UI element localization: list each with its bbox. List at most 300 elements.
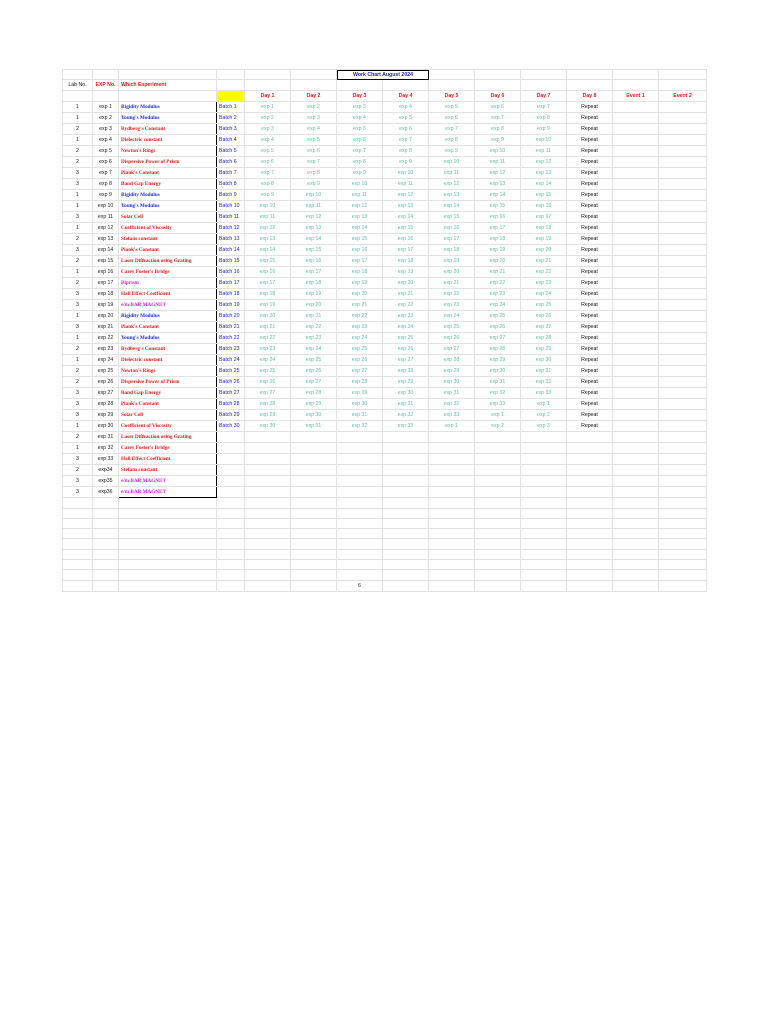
day-4-cell: exp 31 (383, 399, 429, 410)
header-day-1: Day 1 (245, 91, 291, 102)
day-6-cell: exp 9 (475, 135, 521, 146)
day-7-cell (521, 432, 567, 443)
batch-cell: Batch 18 (217, 289, 245, 300)
table-row (63, 245, 707, 256)
day-7-cell: exp 11 (521, 146, 567, 157)
exp-no-cell: exp 21 (93, 322, 119, 333)
day-7-cell: exp 8 (521, 113, 567, 124)
day-4-cell: exp 21 (383, 289, 429, 300)
day-8-cell: Repeat (567, 157, 613, 168)
empty-cell (567, 498, 613, 508)
day-4-cell: exp 26 (383, 344, 429, 355)
day-2-cell: exp 18 (291, 278, 337, 289)
empty-cell (613, 529, 659, 539)
table-row (63, 443, 707, 454)
empty-cell (567, 560, 613, 570)
day-8-cell: Repeat (567, 168, 613, 179)
day-4-cell: exp 12 (383, 190, 429, 201)
empty-cell (475, 529, 521, 539)
empty-cell (383, 539, 429, 549)
day-5-cell: exp 23 (429, 300, 475, 311)
batch-cell: Batch 16 (217, 267, 245, 278)
day-3-cell: exp 7 (337, 146, 383, 157)
experiment-name-cell: Carey Foster's Bridge (119, 267, 217, 278)
day-5-cell (429, 443, 475, 454)
day-5-cell: exp 18 (429, 245, 475, 256)
lab-no-cell: 1 (63, 190, 93, 201)
day-5-cell (429, 432, 475, 443)
empty-cell (429, 570, 475, 580)
empty-cell (119, 560, 217, 570)
event-2-cell (659, 212, 707, 223)
lab-no-cell: 3 (63, 168, 93, 179)
day-6-cell: exp 1 (475, 410, 521, 421)
day-3-cell: exp 23 (337, 322, 383, 333)
event-2-cell (659, 454, 707, 465)
day-3-cell (337, 454, 383, 465)
header-lab-no: Lab No. (63, 80, 93, 91)
day-3-cell: exp 9 (337, 168, 383, 179)
batch-cell (217, 454, 245, 465)
day-3-cell (337, 476, 383, 487)
event-1-cell (613, 333, 659, 344)
event-2-cell (659, 179, 707, 190)
lab-no-cell: 1 (63, 102, 93, 113)
batch-cell: Batch 30 (217, 421, 245, 432)
empty-cell (291, 508, 337, 518)
exp-no-cell: exp 14 (93, 245, 119, 256)
day-8-cell: Repeat (567, 278, 613, 289)
day-6-cell: exp 12 (475, 168, 521, 179)
exp-no-cell: exp 23 (93, 344, 119, 355)
lab-no-cell: 1 (63, 267, 93, 278)
day-5-cell: exp 7 (429, 124, 475, 135)
day-5-cell (429, 487, 475, 498)
day-2-cell: exp 21 (291, 311, 337, 322)
empty-cell (245, 498, 291, 508)
table-row (63, 113, 707, 124)
lab-no-cell: 1 (63, 113, 93, 124)
day-6-cell (475, 454, 521, 465)
empty-cell (245, 529, 291, 539)
empty-cell (475, 539, 521, 549)
empty-cell (521, 529, 567, 539)
table-row (63, 256, 707, 267)
exp-no-cell: exp 6 (93, 157, 119, 168)
day-8-cell (567, 443, 613, 454)
empty-cell (659, 549, 707, 559)
empty-cell (93, 560, 119, 570)
day-1-cell: exp 8 (245, 179, 291, 190)
empty-cell (119, 580, 217, 591)
empty-cell (217, 560, 245, 570)
day-6-cell: exp 15 (475, 201, 521, 212)
day-3-cell: exp 5 (337, 124, 383, 135)
day-2-cell: exp 3 (291, 113, 337, 124)
day-7-cell: exp 30 (521, 355, 567, 366)
day-8-cell: Repeat (567, 377, 613, 388)
day-2-cell (291, 443, 337, 454)
table-row (63, 267, 707, 278)
event-2-cell (659, 487, 707, 498)
batch-cell: Batch 15 (217, 256, 245, 267)
day-7-cell: exp 27 (521, 322, 567, 333)
day-1-cell: exp 10 (245, 201, 291, 212)
event-1-cell (613, 289, 659, 300)
batch-cell: Batch 5 (217, 146, 245, 157)
lab-no-cell: 2 (63, 465, 93, 476)
day-1-cell: exp 20 (245, 311, 291, 322)
exp-no-cell: exp 22 (93, 333, 119, 344)
empty-cell (521, 580, 567, 591)
experiment-name-cell: Coefficient of Viscosity (119, 421, 217, 432)
day-6-cell: exp 11 (475, 157, 521, 168)
day-3-cell: exp 29 (337, 388, 383, 399)
day-3-cell: exp 16 (337, 245, 383, 256)
day-6-cell: exp 26 (475, 322, 521, 333)
table-row (63, 333, 707, 344)
day-7-cell: exp 29 (521, 344, 567, 355)
title-row (63, 70, 707, 80)
day-3-cell: exp 8 (337, 157, 383, 168)
table-row (63, 421, 707, 432)
empty-cell (217, 580, 245, 591)
batch-cell: Batch 7 (217, 168, 245, 179)
header-day-5: Day 5 (429, 91, 475, 102)
empty-cell (659, 518, 707, 528)
event-2-cell (659, 267, 707, 278)
table-row (63, 377, 707, 388)
day-7-cell: exp 22 (521, 267, 567, 278)
day-2-cell: exp 11 (291, 201, 337, 212)
batch-cell: Batch 26 (217, 377, 245, 388)
day-5-cell: exp 32 (429, 399, 475, 410)
event-2-cell (659, 476, 707, 487)
event-2-cell (659, 465, 707, 476)
lab-no-cell: 1 (63, 443, 93, 454)
exp-no-cell: exp 26 (93, 377, 119, 388)
event-1-cell (613, 421, 659, 432)
day-6-cell: exp 10 (475, 146, 521, 157)
day-5-cell: exp 6 (429, 113, 475, 124)
empty-cell (567, 518, 613, 528)
day-5-cell: exp 16 (429, 223, 475, 234)
day-6-cell: exp 8 (475, 124, 521, 135)
day-4-cell: exp 28 (383, 366, 429, 377)
day-2-cell: exp 28 (291, 388, 337, 399)
empty-cell (613, 580, 659, 591)
day-3-cell: exp 30 (337, 399, 383, 410)
exp-no-cell: exp 31 (93, 432, 119, 443)
empty-cell (63, 529, 93, 539)
exp-no-cell: exp 11 (93, 212, 119, 223)
empty-cell (93, 570, 119, 580)
day-3-cell: exp 28 (337, 377, 383, 388)
exp-no-cell: exp 25 (93, 366, 119, 377)
empty-cell (119, 518, 217, 528)
empty-cell (521, 570, 567, 580)
experiment-name-cell: Rigidity Modulus (119, 190, 217, 201)
day-1-cell: exp 14 (245, 245, 291, 256)
header-day-3: Day 3 (337, 91, 383, 102)
day-3-cell: exp 32 (337, 421, 383, 432)
event-2-cell (659, 366, 707, 377)
empty-cell (245, 570, 291, 580)
day-3-cell: exp 13 (337, 212, 383, 223)
event-2-cell (659, 102, 707, 113)
empty-cell (119, 570, 217, 580)
batch-cell: Batch 13 (217, 234, 245, 245)
event-2-cell (659, 157, 707, 168)
empty-cell (383, 570, 429, 580)
work-chart-table (62, 69, 707, 592)
day-8-cell: Repeat (567, 267, 613, 278)
day-8-cell: Repeat (567, 344, 613, 355)
empty-cell (337, 518, 383, 528)
day-4-cell: exp 24 (383, 322, 429, 333)
day-2-cell: exp 9 (291, 179, 337, 190)
day-2-cell: exp 30 (291, 410, 337, 421)
event-2-cell (659, 113, 707, 124)
day-4-cell: exp 13 (383, 201, 429, 212)
event-2-cell (659, 223, 707, 234)
day-7-cell: exp 14 (521, 179, 567, 190)
day-7-cell (521, 443, 567, 454)
empty-cell (93, 518, 119, 528)
lab-no-cell: 2 (63, 432, 93, 443)
event-1-cell (613, 168, 659, 179)
empty-cell (613, 570, 659, 580)
experiment-name-cell: Newton's Rings (119, 146, 217, 157)
header-event-1: Event 1 (613, 91, 659, 102)
exp-no-cell: exp 5 (93, 146, 119, 157)
lab-no-cell: 2 (63, 366, 93, 377)
day-1-cell: exp 27 (245, 388, 291, 399)
table-row (63, 322, 707, 333)
day-6-cell: exp 30 (475, 366, 521, 377)
day-7-cell (521, 476, 567, 487)
empty-cell (567, 580, 613, 591)
day-8-cell: Repeat (567, 146, 613, 157)
day-6-cell: exp 14 (475, 190, 521, 201)
experiment-name-cell: Biprism (119, 278, 217, 289)
batch-cell: Batch 12 (217, 223, 245, 234)
day-3-cell (337, 465, 383, 476)
experiment-name-cell: Band Gap Energy (119, 388, 217, 399)
batch-cell (217, 476, 245, 487)
event-2-cell (659, 311, 707, 322)
table-row (63, 124, 707, 135)
event-1-cell (613, 234, 659, 245)
exp-no-cell: exp 15 (93, 256, 119, 267)
day-6-cell: exp 28 (475, 344, 521, 355)
lab-no-cell: 1 (63, 421, 93, 432)
event-2-cell (659, 190, 707, 201)
table-row (63, 157, 707, 168)
day-8-cell: Repeat (567, 223, 613, 234)
day-4-cell: exp 27 (383, 355, 429, 366)
day-1-cell: exp 18 (245, 289, 291, 300)
header-day-8: Day 8 (567, 91, 613, 102)
event-1-cell (613, 102, 659, 113)
day-2-cell (291, 465, 337, 476)
empty-cell (613, 498, 659, 508)
day-6-cell: exp 24 (475, 300, 521, 311)
day-6-cell: exp 29 (475, 355, 521, 366)
empty-cell (63, 498, 93, 508)
day-7-cell: exp 2 (521, 410, 567, 421)
day-3-cell: exp 20 (337, 289, 383, 300)
day-7-cell: exp 3 (521, 421, 567, 432)
day-2-cell (291, 454, 337, 465)
experiment-name-cell: Coefficient of Viscosity (119, 223, 217, 234)
exp-no-cell: exp 17 (93, 278, 119, 289)
day-1-cell: exp 21 (245, 322, 291, 333)
header-exp-no: EXP No. (93, 80, 119, 91)
day-3-cell: exp 26 (337, 355, 383, 366)
batch-cell (217, 443, 245, 454)
empty-cell (63, 539, 93, 549)
empty-row (63, 518, 707, 528)
table-row (63, 410, 707, 421)
day-4-cell: exp 16 (383, 234, 429, 245)
empty-cell (521, 498, 567, 508)
event-1-cell (613, 399, 659, 410)
exp-no-cell: exp 13 (93, 234, 119, 245)
day-1-cell: exp 22 (245, 333, 291, 344)
page-number: 6 (337, 580, 383, 591)
event-2-cell (659, 289, 707, 300)
day-8-cell (567, 432, 613, 443)
empty-cell (245, 549, 291, 559)
day-1-cell: exp 29 (245, 410, 291, 421)
experiment-name-cell: Young's Modulus (119, 201, 217, 212)
day-1-cell: exp 24 (245, 355, 291, 366)
day-8-cell: Repeat (567, 102, 613, 113)
empty-cell (475, 549, 521, 559)
batch-cell: Batch 11 (217, 212, 245, 223)
experiment-name-cell: Young's Modulus (119, 113, 217, 124)
batch-cell: Batch 19 (217, 300, 245, 311)
day-5-cell: exp 30 (429, 377, 475, 388)
event-1-cell (613, 135, 659, 146)
day-2-cell (291, 476, 337, 487)
day-6-cell: exp 23 (475, 289, 521, 300)
day-7-cell: exp 10 (521, 135, 567, 146)
experiment-name-cell: Plank's Constant (119, 168, 217, 179)
empty-cell (475, 518, 521, 528)
day-5-cell: exp 21 (429, 278, 475, 289)
day-2-cell (291, 487, 337, 498)
experiment-name-cell: Laser Diffraction using Grating (119, 256, 217, 267)
exp-no-cell: exp 18 (93, 289, 119, 300)
empty-cell (429, 549, 475, 559)
exp-no-cell: exp 30 (93, 421, 119, 432)
day-5-cell: exp 33 (429, 410, 475, 421)
empty-cell (521, 539, 567, 549)
empty-cell (63, 580, 93, 591)
empty-cell (383, 549, 429, 559)
empty-cell (429, 539, 475, 549)
day-1-cell: exp 7 (245, 168, 291, 179)
batch-cell (217, 487, 245, 498)
day-7-cell: exp 24 (521, 289, 567, 300)
lab-no-cell: 1 (63, 333, 93, 344)
day-4-cell: exp 8 (383, 146, 429, 157)
day-4-cell (383, 487, 429, 498)
event-2-cell (659, 388, 707, 399)
event-1-cell (613, 124, 659, 135)
event-1-cell (613, 179, 659, 190)
day-1-cell: exp 16 (245, 267, 291, 278)
day-4-cell: exp 33 (383, 421, 429, 432)
event-2-cell (659, 421, 707, 432)
day-6-cell: exp 33 (475, 399, 521, 410)
empty-row (63, 529, 707, 539)
empty-cell (521, 549, 567, 559)
empty-cell (567, 508, 613, 518)
day-1-cell: exp 28 (245, 399, 291, 410)
day-3-cell (337, 487, 383, 498)
day-5-cell: exp 24 (429, 311, 475, 322)
empty-cell (475, 580, 521, 591)
event-2-cell (659, 256, 707, 267)
empty-cell (291, 560, 337, 570)
empty-row (63, 508, 707, 518)
empty-row (63, 580, 707, 591)
day-1-cell: exp 5 (245, 146, 291, 157)
empty-cell (429, 518, 475, 528)
experiment-name-cell: Plank's Constant (119, 399, 217, 410)
empty-cell (119, 529, 217, 539)
day-8-cell: Repeat (567, 355, 613, 366)
empty-cell (659, 560, 707, 570)
day-5-cell: exp 19 (429, 256, 475, 267)
batch-cell: Batch 2 (217, 113, 245, 124)
lab-no-cell: 1 (63, 223, 93, 234)
batch-cell: Batch 14 (217, 245, 245, 256)
table-row (63, 278, 707, 289)
exp-no-cell: exp 3 (93, 124, 119, 135)
table-row (63, 179, 707, 190)
day-5-cell: exp 27 (429, 344, 475, 355)
day-6-cell: exp 7 (475, 113, 521, 124)
empty-cell (659, 570, 707, 580)
day-1-cell (245, 432, 291, 443)
day-4-cell: exp 22 (383, 300, 429, 311)
day-3-cell: exp 21 (337, 300, 383, 311)
empty-cell (291, 549, 337, 559)
day-header-row (63, 91, 707, 102)
event-1-cell (613, 465, 659, 476)
day-8-cell (567, 487, 613, 498)
day-7-cell (521, 487, 567, 498)
empty-cell (245, 560, 291, 570)
event-1-cell (613, 300, 659, 311)
day-6-cell: exp 27 (475, 333, 521, 344)
empty-cell (429, 580, 475, 591)
batch-cell: Batch 6 (217, 157, 245, 168)
day-6-cell: exp 31 (475, 377, 521, 388)
experiment-name-cell: Hall Effect Coefficient (119, 289, 217, 300)
day-8-cell: Repeat (567, 388, 613, 399)
day-7-cell: exp 9 (521, 124, 567, 135)
event-1-cell (613, 410, 659, 421)
exp-no-cell: exp 4 (93, 135, 119, 146)
experiment-name-cell: Band Gap Energy (119, 179, 217, 190)
day-5-cell: exp 15 (429, 212, 475, 223)
table-row (63, 476, 707, 487)
